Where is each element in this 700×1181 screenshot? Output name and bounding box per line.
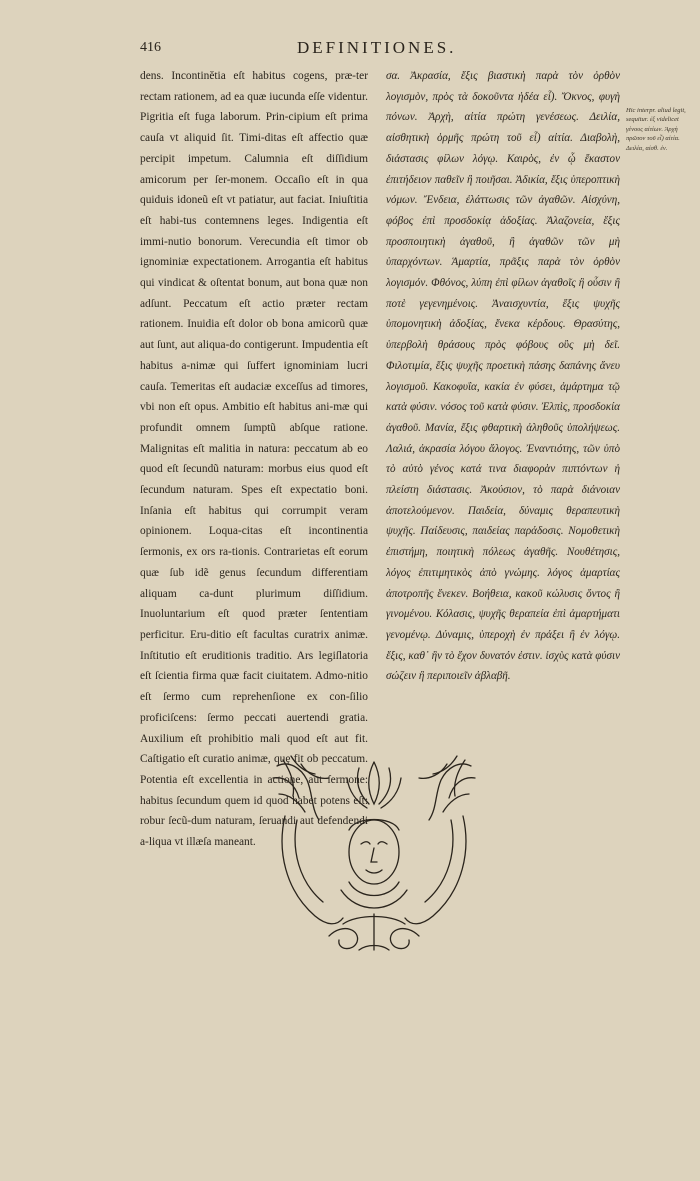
latin-column [140, 66, 368, 853]
page-header [140, 40, 640, 64]
greek-text: σα. Ἀκρασία, ἕξις βιαστικὴ παρὰ τὸν ὀρθὸν λογισμὸν, πρὸς τὰ δοκοῦντα ἡδέα εἶ). Ὄκνος, φυγὴ πόνων. Ἀρχὴ, αἰτία πρώτη γενέσεως. Δειλία, αἰσθητικὴ ὁρμῆς πρώτη τοῦ εἶ) αἰτία. Διαβολὴ, διάστασις φίλων λόγῳ. Καιρὸς, ἐν ᾧ ἕκαστον ἐπιτήδειον παθεῖν ἢ ποιῆσαι. Ἀδικία, ἕξις ὑπεροπτικὴ νόμων. Ἔνδεια, ἐλάττωσις τῶν ἀγαθῶν. Αἰσχύνη, φόβος ἐπὶ προσδοκίᾳ ἀδοξίας. Ἀλαζονεία, ἕξις προσποιητικὴ ἀγαθοῦ, ἢ ἀγαθῶν τῶν μὴ ὑπαρχόντων. Ἁμαρτία, πρᾶξις παρὰ τὸν ὀρθὸν λογισμόν. Φθόνος, λύπη ἐπὶ φίλων ἀγαθοῖς ἢ οὖσιν ἢ ποτὲ γεγενημένοις. Ἀναισχυντία, ἕξις ψυχῆς ὑπομονητικὴ ἀδοξίας, ἕνεκα κέρδους. Θρασύτης, ὑπερβολὴ θράσους πρὸς φόβους οὓς μὴ δεῖ. Φιλοτιμία, ἕξις ψυχῆς προετικὴ πάσης δαπάνης ἄνευ λογισμοῦ. Κακοφυΐα, κακία ἐν φύσει, ἁμάρτημα τῷ κατὰ φύσιν. νόσος τοῦ κατὰ φύσιν. Ἐλπὶς, προσδοκία ἀγαθοῦ. Μανία, ἕξις φθαρτικὴ ἀληθοῦς ὑπολήψεως. Λαλιά, ἀκρασία λόγου ἄλογος. Ἐναντιότης, τῶν ὑπὸ τὸ αὐτὸ γένος κατά τινα διαφορὰν πιπτόντων ἡ πλείστη διάστασις. Ἀκούσιον, τὸ παρὰ διάνοιαν ἀποτελούμενον. Παιδεία, δύναμις θεραπευτικὴ ψυχῆς. Παίδευσις, παιδείας παράδοσις. Νομοθετικὴ ἐπιστήμη, ποιητικὴ πόλεως ἀγαθῆς. Νουθέτησις, λόγος ἐπιτιμητικὸς ἀπὸ γνώμης. λόγος ἁμαρτίας ἀποτροπῆς ἕνεκεν. Βοήθεια, κακοῦ κώλυσις ὄντος ἢ γινομένου. Κόλασις, ψυχῆς θεραπεία ἐπὶ ἁμαρτήματι γενομένῳ. Δύναμις, ὑπεροχὴ ἐν πράξει ἢ ἐν λόγῳ. ἕξις, καθ᾽ ἣν τὸ ἔχον δυνατόν ἐστιν. ἰσχὺς κατὰ φύσιν σώζειν ἢ περιποιεῖν ἀβλαβῆ. [386, 70, 620, 683]
page-number: 416 [140, 40, 161, 55]
running-head: DEFINITIONES. [297, 38, 457, 57]
latin-text: dens. Incontinĕtia eſt habitus cogens, præ-ter rectam rationem, ad ea quæ iucunda eſſe videntur. Pigritia eſt fuga laborum. Prin-cipium eſt prima cauſa vt aliquid ſit. Timi-ditas eſt affectio quæ percipit impetum. Calumnia eſt diſſidium amicorum per ſer-monem. Occaſio eſt in qua quiduis idoneũ eſt vt patiatur, aut faciat. Iniuſtitia eſt habi-tus contemnens leges. Indigentia eſt immi-nutio bonorum. Verecundia eſt timor ob ignominiæ expectationem. Arrogantia eſt habitus qui vindicat & oſtentat bonum, aut bona quæ non adſunt. Peccatum eſt actio præter rectam rationem. Inuidia eſt dolor ob bona amicorũ quæ aut ſunt, aut aliqua-do contigerunt. Impudentia eſt habitus a-nimæ qui ſuffert ignominiam lucri cauſa. Temeritas eſt audaciæ exceſſus ad timores, vbi non eſt opus. Ambitio eſt habitus ani-mæ qui profundit omnem ſumptũ abſque ratione. Malignitas eſt malitia in natura: peccatum ab eo quod eſt ſecundũ naturam: morbus eius quod eſt ſecundum naturam. Spes eſt expectatio boni. Inſania eſt habitus qui corrumpit veram opinionem. Loqua-citas eſt incontinentia ſermonis, ex ors ra-tionis. Contrarietas eſt eorum quæ ſub idẽ genus ſecundum differentiam aliquam ca-dunt plurimum diſſidium. Inuoluntarium eſt quod præter ſententiam perficitur. Eru-ditio eſt facultas curatrix animæ. Inſtitutio eſt eruditionis traditio. Ars legiſlatoria eſt ſcientia firma quæ facit ciuitatem. Admo-nitio eſt ſermo cum reprehenſione ex con-ſilio proficiſcens: ſermo peccati auertendi gratia. Auxilium eſt prohibitio mali quod eſt aut fit. Caſtigatio eſt curatio animæ, quę fit ob peccatum. Potentia eſt excellentia in actione, aut ſermone: habitus ſecundum quem id quod habet potens eſt: robur ſecũ-dum naturam, ſeruandi aut defendendi a-liqua vt illæſa maneant. [140, 70, 368, 849]
marginal-note: Hic interpr. aliud legit, sequitur. ἐξ videlicet γένους αἰτίων. Ἀρχὴ πρῶτον τοῦ εἶ) αἰτία. Δειλία, αἰσθ. ἐν. [626, 107, 686, 152]
tailpiece-ornament-icon [271, 754, 477, 956]
greek-column [386, 66, 620, 687]
